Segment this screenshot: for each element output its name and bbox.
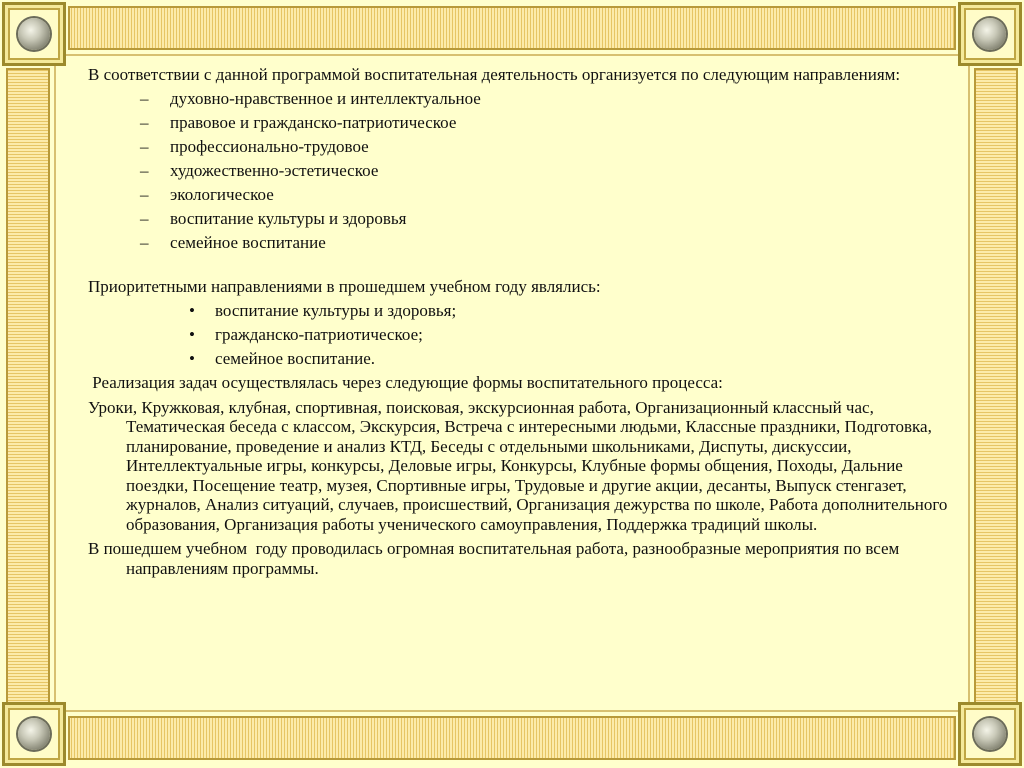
direction-label: экологическое — [170, 185, 274, 204]
knob-icon — [18, 18, 50, 50]
direction-item — [88, 89, 948, 109]
priorities-list — [88, 301, 948, 369]
conclusion-paragraph: В пошедшем учебном году проводилась огромная воспитательная работа, разнообразные мероприятия по всем направлениям программы. — [88, 539, 904, 578]
direction-label: художественно-эстетическое — [170, 161, 379, 180]
direction-item — [88, 137, 948, 157]
direction-label: семейное воспитание — [170, 233, 326, 252]
priority-item — [88, 301, 948, 321]
direction-item — [88, 209, 948, 229]
direction-label: духовно-нравственное и интеллектуальное — [170, 89, 481, 108]
slide-content — [88, 65, 948, 578]
dash-marker: – — [140, 185, 149, 204]
direction-item — [88, 233, 948, 253]
knob-icon — [974, 18, 1006, 50]
direction-label: правовое и гражданско-патриотическое — [170, 113, 457, 132]
direction-item — [88, 185, 948, 205]
knob-icon — [18, 718, 50, 750]
priority-label: воспитание культуры и здоровья; — [215, 300, 457, 320]
frame-right-bar — [974, 68, 1018, 716]
direction-label: воспитание культуры и здоровья — [170, 209, 407, 228]
frame-top-bar — [68, 6, 956, 50]
priority-intro: Приоритетными направлениями в прошедшем учебном году являлись: — [88, 276, 601, 296]
directions-list — [88, 89, 948, 253]
priority-item — [88, 325, 948, 345]
forms-paragraph: Уроки, Кружковая, клубная, спортивная, поисковая, экскурсионная работа, Организационный классный час, Тематическая беседа с классом, Экскурсия, Встреча с интересными людьми, Классные праздники, Подготовка, планирование, проведение и анализ КТД, Беседы с отдельными школьниками, Диспуты, дискуссии, Интеллектуальные игры, конкурсы, Деловые игры, Конкурсы, Клубные формы общения, Походы, Дальние поездки, Посещение театр, музея, Спортивные игры, Трудовые и другие акции, десанты, Выпуск стенгазет, журналов, Анализ ситуаций, случаев, происшествий, Организация дежурства по школе, Работа дополнительного образования, Организация работы ученического самоуправления, Поддержка традиций школы. — [88, 397, 948, 534]
dash-marker: – — [140, 137, 149, 156]
direction-item — [88, 161, 948, 181]
bullet-marker: • — [189, 300, 195, 320]
direction-item — [88, 113, 948, 133]
dash-marker: – — [140, 233, 149, 252]
priority-item — [88, 349, 948, 369]
dash-marker: – — [140, 161, 149, 180]
forms-intro: Реализация задач осуществлялась через следующие формы воспитательного процесса: — [88, 373, 723, 392]
corner-bottom-right — [958, 702, 1022, 766]
corner-bottom-left — [2, 702, 66, 766]
frame-left-bar — [6, 68, 50, 716]
priority-label: гражданско-патриотическое; — [215, 324, 423, 344]
direction-label: профессионально-трудовое — [170, 137, 369, 156]
intro-paragraph: В соответствии с данной программой воспитательная деятельность организуется по следующим направлениям: — [88, 65, 901, 84]
corner-top-right — [958, 2, 1022, 66]
bullet-marker: • — [189, 348, 195, 368]
dash-marker: – — [140, 113, 149, 132]
priority-label: семейное воспитание. — [215, 348, 376, 368]
frame-bottom-bar — [68, 716, 956, 760]
corner-top-left — [2, 2, 66, 66]
dash-marker: – — [140, 89, 149, 108]
bullet-marker: • — [189, 324, 195, 344]
spacer — [88, 253, 948, 277]
dash-marker: – — [140, 209, 149, 228]
knob-icon — [974, 718, 1006, 750]
